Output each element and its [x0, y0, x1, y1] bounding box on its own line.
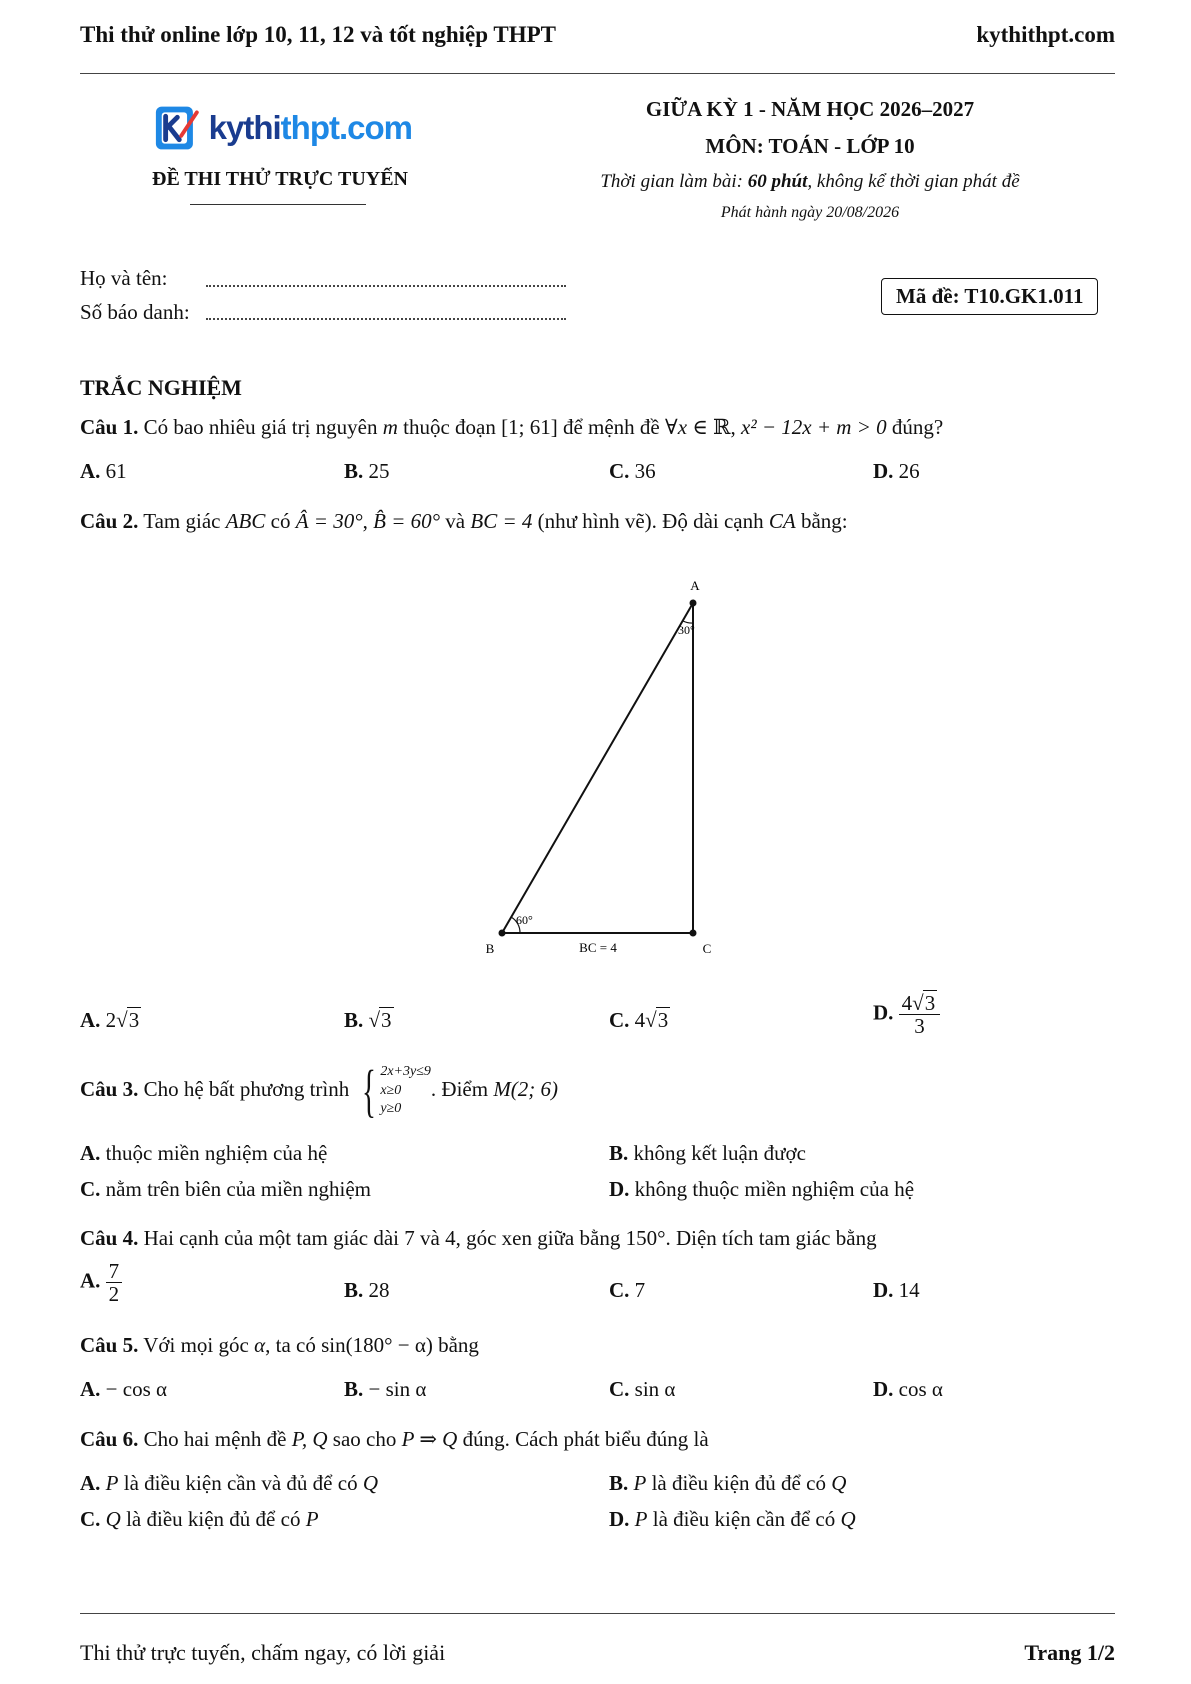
label-a: A [690, 578, 700, 593]
header-title: Thi thử online lớp 10, 11, 12 và tốt nghiệp THPT [80, 22, 556, 47]
question-number: Câu 1. [80, 415, 139, 439]
q5-option-c[interactable]: C. sin α [609, 1377, 676, 1401]
name-label: Họ và tên: [80, 266, 168, 290]
header-site[interactable]: kythithpt.com [976, 22, 1115, 47]
exam-time [530, 171, 1090, 193]
logo-text-thpt: thpt [280, 109, 339, 146]
system-brace: { [361, 1058, 376, 1123]
header-divider [80, 73, 1115, 74]
footer-divider [80, 1613, 1115, 1614]
label-c: C [702, 941, 712, 956]
time-value: 60 phút [747, 171, 808, 192]
logo-icon [152, 102, 203, 154]
q2-option-c[interactable]: C. 4√3 [609, 1008, 669, 1032]
label-angle-b: 60° [516, 913, 533, 927]
exam-release-date: Phát hành ngày 20/08/2026 [720, 204, 900, 221]
vertex-c [690, 930, 697, 937]
logo-subtitle: ĐỀ THI THỬ TRỰC TUYẾN [152, 168, 408, 190]
triangle-abc [502, 603, 693, 933]
subtitle-underline [190, 204, 366, 205]
question-5: Câu 5. Với mọi góc α, ta có sin(180° − α) bằng [80, 1333, 479, 1357]
q6-option-c[interactable]: C. Q là điều kiện đủ để có P [80, 1507, 319, 1531]
q5-option-a[interactable]: A. − cos α [80, 1377, 168, 1401]
q1-option-a[interactable]: A. 61 [80, 459, 127, 483]
site-logo[interactable] [152, 100, 412, 156]
exam-title: GIỮA KỲ 1 - NĂM HỌC 2026–2027 [645, 97, 975, 121]
q6-option-b[interactable]: B. P là điều kiện đủ để có Q [609, 1471, 847, 1495]
vertex-a [690, 600, 697, 607]
question-number: Câu 6. [80, 1427, 139, 1451]
vertex-b [499, 930, 506, 937]
footer-tagline: Thi thử trực tuyến, chấm ngay, có lời giải [80, 1640, 446, 1665]
question-6: Câu 6. Cho hai mệnh đề P, Q sao cho P ⇒ Q đúng. Cách phát biểu đúng là [80, 1427, 709, 1451]
q2-option-b[interactable]: B. √3 [344, 1008, 392, 1032]
q1-option-c[interactable]: C. 36 [609, 459, 656, 483]
q3-option-d[interactable]: D. không thuộc miền nghiệm của hệ [609, 1177, 915, 1201]
q1-option-d[interactable]: D. 26 [873, 459, 920, 483]
label-b: B [485, 941, 495, 956]
question-number: Câu 5. [80, 1333, 139, 1357]
q2-option-d[interactable]: D. $\frac{4√3}{3}$ [873, 992, 940, 1037]
name-field[interactable] [206, 285, 566, 287]
id-field[interactable] [206, 318, 566, 320]
q5-option-b[interactable]: B. − sin α [344, 1377, 427, 1401]
q2-option-a[interactable]: A. 2√3 [80, 1008, 140, 1032]
question-2: Câu 2. Tam giác ABC có Â = 30°, B̂ = 60° và BC = 4 (như hình vẽ). Độ dài cạnh CA bằng: [80, 509, 848, 533]
question-4: Câu 4. Hai cạnh của một tam giác dài 7 và 4, góc xen giữa bằng 150°. Diện tích tam giác bằng [80, 1226, 877, 1250]
logo-text-kythi: kythi [208, 109, 281, 146]
q4-option-d[interactable]: D. 14 [873, 1278, 920, 1302]
q6-option-a[interactable]: A. P là điều kiện cần và đủ để có Q [80, 1471, 378, 1495]
id-label: Số báo danh: [80, 300, 190, 324]
exam-code-box: Mã đề: T10.GK1.011 [881, 278, 1098, 315]
q6-option-d[interactable]: D. P là điều kiện cần để có Q [609, 1507, 856, 1531]
question-3: Câu 3. Cho hệ bất phương trình { 2x+3y≤9 x≥0 y≥0 . Điểm M(2; 6) [80, 1058, 559, 1123]
question-1: Câu 1. Có bao nhiêu giá trị nguyên m thuộc đoạn [1; 61] để mệnh đề ∀x ∈ ℝ, x² − 12x + m > 0 đúng? [80, 415, 944, 439]
inequality-system: 2x+3y≤9 x≥0 y≥0 [380, 1063, 431, 1117]
label-angle-a: 30° [678, 623, 695, 637]
q4-option-c[interactable]: C. 7 [609, 1278, 646, 1302]
label-side-bc: BC = 4 [579, 940, 617, 955]
q5-option-d[interactable]: D. cos α [873, 1377, 943, 1401]
exam-subject: MÔN: TOÁN - LỚP 10 [705, 134, 915, 158]
triangle-figure [470, 570, 730, 970]
time-prefix: Thời gian làm bài: [600, 171, 748, 192]
q3-option-c[interactable]: C. nằm trên biên của miền nghiệm [80, 1177, 372, 1201]
section-title: TRẮC NGHIỆM [80, 375, 242, 400]
q4-option-a[interactable]: A. $\frac{7}{2}$ [80, 1260, 122, 1305]
q3-option-b[interactable]: B. không kết luận được [609, 1141, 806, 1165]
logo-text-com: .com [338, 109, 412, 146]
question-number: Câu 2. [80, 509, 139, 533]
q3-option-a[interactable]: A. thuộc miền nghiệm của hệ [80, 1141, 328, 1165]
question-number: Câu 3. [80, 1076, 139, 1101]
question-number: Câu 4. [80, 1226, 139, 1250]
time-suffix: , không kể thời gian phát đề [807, 171, 1020, 192]
q1-option-b[interactable]: B. 25 [344, 459, 390, 483]
q4-option-b[interactable]: B. 28 [344, 1278, 390, 1302]
page-number: Trang 1/2 [1024, 1640, 1115, 1665]
